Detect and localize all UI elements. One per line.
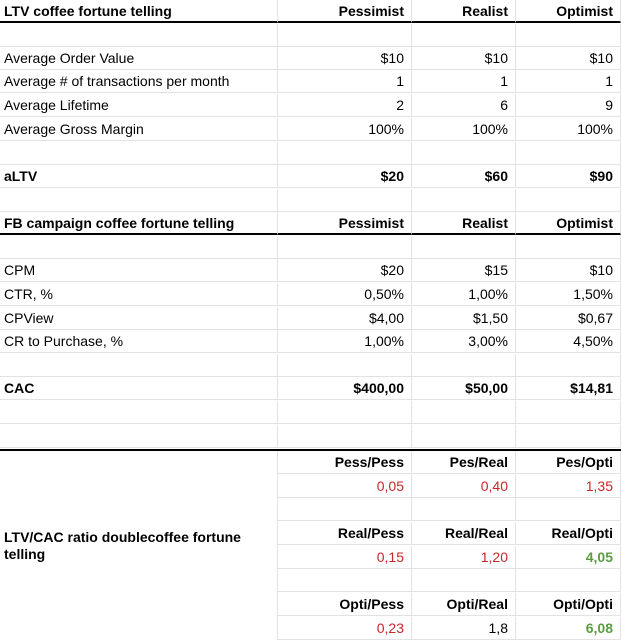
empty-row — [0, 425, 621, 448]
row-label[interactable]: CTR, % — [0, 283, 278, 306]
empty-row — [0, 24, 621, 47]
value-cell[interactable]: 4,50% — [516, 330, 621, 353]
cac-row — [0, 377, 621, 400]
ltv-cac-ratio-block — [0, 449, 621, 640]
fb-header-optimist[interactable]: Optimist — [516, 212, 621, 235]
ratio-value-opti-pess[interactable]: 0,23 — [278, 617, 412, 640]
value-cell[interactable]: 3,00% — [412, 330, 516, 353]
empty-cell[interactable] — [516, 498, 621, 521]
value-cell[interactable]: $10 — [516, 47, 621, 70]
empty-cell[interactable] — [278, 569, 412, 592]
empty-cell[interactable] — [0, 24, 278, 47]
ratio-value-opti-real[interactable]: 1,8 — [412, 617, 516, 640]
value-cell[interactable]: $0,67 — [516, 307, 621, 330]
empty-cell[interactable] — [0, 236, 278, 259]
ltv-header-optimist[interactable]: Optimist — [516, 0, 621, 23]
ratio-value-pess-pess[interactable]: 0,05 — [278, 475, 412, 498]
value-cell[interactable]: 6 — [412, 94, 516, 117]
ratio-value-pes-real[interactable]: 0,40 — [412, 475, 516, 498]
empty-cell[interactable] — [278, 24, 412, 47]
fb-header-row — [0, 212, 621, 235]
fb-row-cpview — [0, 307, 621, 330]
value-cell[interactable]: 1 — [278, 70, 412, 93]
altv-pessimist[interactable]: $20 — [278, 165, 412, 188]
empty-row — [0, 189, 621, 212]
value-cell[interactable]: 1,00% — [412, 283, 516, 306]
ltv-header-pessimist[interactable]: Pessimist — [278, 0, 412, 23]
ratio-header-pes-real[interactable]: Pes/Real — [412, 451, 516, 474]
ratio-value-real-real[interactable]: 1,20 — [412, 546, 516, 569]
row-label[interactable]: Average Lifetime — [0, 94, 278, 117]
row-label[interactable]: Average # of transactions per month — [0, 70, 278, 93]
empty-cell[interactable] — [516, 189, 621, 212]
ltv-header-row — [0, 0, 621, 23]
empty-cell[interactable] — [412, 425, 516, 448]
altv-row — [0, 165, 621, 188]
altv-optimist[interactable]: $90 — [516, 165, 621, 188]
empty-cell[interactable] — [0, 354, 278, 377]
cac-pessimist[interactable]: $400,00 — [278, 377, 412, 400]
empty-cell[interactable] — [412, 24, 516, 47]
ratio-value-real-opti[interactable]: 4,05 — [516, 546, 621, 569]
ratio-value-real-pess[interactable]: 0,15 — [278, 546, 412, 569]
empty-cell[interactable] — [0, 142, 278, 165]
ratio-header-pes-opti[interactable]: Pes/Opti — [516, 451, 621, 474]
ltv-header-realist[interactable]: Realist — [412, 0, 516, 23]
empty-cell[interactable] — [278, 425, 412, 448]
empty-cell[interactable] — [412, 354, 516, 377]
ratio-value-opti-opti[interactable]: 6,08 — [516, 617, 621, 640]
empty-row — [0, 142, 621, 165]
value-cell[interactable]: $4,00 — [278, 307, 412, 330]
empty-cell[interactable] — [278, 401, 412, 424]
empty-cell[interactable] — [516, 401, 621, 424]
value-cell[interactable]: 100% — [278, 118, 412, 141]
empty-cell[interactable] — [278, 498, 412, 521]
value-cell[interactable]: $15 — [412, 259, 516, 282]
empty-cell[interactable] — [0, 425, 278, 448]
empty-cell[interactable] — [516, 569, 621, 592]
value-cell[interactable]: 100% — [516, 118, 621, 141]
row-label[interactable]: Average Order Value — [0, 47, 278, 70]
empty-cell[interactable] — [412, 142, 516, 165]
ratio-header-real-real[interactable]: Real/Real — [412, 522, 516, 545]
value-cell[interactable]: 1 — [412, 70, 516, 93]
row-label[interactable]: CR to Purchase, % — [0, 330, 278, 353]
ratio-title-cell[interactable] — [0, 451, 278, 640]
ltv-row-gross-margin — [0, 118, 621, 141]
cac-label[interactable]: CAC — [0, 377, 278, 400]
empty-cell[interactable] — [0, 401, 278, 424]
empty-cell[interactable] — [0, 189, 278, 212]
row-label[interactable]: CPM — [0, 259, 278, 282]
altv-label[interactable]: aLTV — [0, 165, 278, 188]
value-cell[interactable]: 9 — [516, 94, 621, 117]
empty-cell[interactable] — [412, 236, 516, 259]
empty-cell[interactable] — [516, 24, 621, 47]
ratio-header-opti-pess[interactable]: Opti/Pess — [278, 593, 412, 616]
value-cell[interactable]: $10 — [278, 47, 412, 70]
ltv-row-transactions — [0, 70, 621, 93]
value-cell[interactable]: $20 — [278, 259, 412, 282]
ratio-value-pes-opti[interactable]: 1,35 — [516, 475, 621, 498]
empty-cell[interactable] — [516, 236, 621, 259]
ratio-header-opti-opti[interactable]: Opti/Opti — [516, 593, 621, 616]
value-cell[interactable]: 0,50% — [278, 283, 412, 306]
value-cell[interactable]: 2 — [278, 94, 412, 117]
fb-header-realist[interactable]: Realist — [412, 212, 516, 235]
empty-cell[interactable] — [278, 354, 412, 377]
empty-cell[interactable] — [516, 142, 621, 165]
ltv-title-cell[interactable]: LTV coffee fortune telling — [0, 0, 278, 23]
ratio-header-pess-pess[interactable]: Pess/Pess — [278, 451, 412, 474]
empty-row — [0, 354, 621, 377]
empty-cell[interactable] — [412, 401, 516, 424]
empty-cell[interactable] — [412, 569, 516, 592]
empty-cell[interactable] — [278, 189, 412, 212]
fb-row-cpm — [0, 259, 621, 282]
row-label[interactable]: Average Gross Margin — [0, 118, 278, 141]
value-cell[interactable]: $10 — [516, 259, 621, 282]
ratio-title: LTV/CAC ratio doublecoffee fortune telling — [4, 528, 241, 562]
value-cell[interactable]: $10 — [412, 47, 516, 70]
cac-optimist[interactable]: $14,81 — [516, 377, 621, 400]
ratio-header-real-opti[interactable]: Real/Opti — [516, 522, 621, 545]
empty-cell[interactable] — [412, 189, 516, 212]
value-cell[interactable]: 1 — [516, 70, 621, 93]
ratio-header-opti-real[interactable]: Opti/Real — [412, 593, 516, 616]
value-cell[interactable]: 1,00% — [278, 330, 412, 353]
empty-cell[interactable] — [278, 142, 412, 165]
empty-row — [0, 236, 621, 259]
empty-cell[interactable] — [516, 354, 621, 377]
altv-realist[interactable]: $60 — [412, 165, 516, 188]
empty-row — [0, 401, 621, 424]
fb-header-pessimist[interactable]: Pessimist — [278, 212, 412, 235]
empty-cell[interactable] — [278, 236, 412, 259]
value-cell[interactable]: $1,50 — [412, 307, 516, 330]
ratio-header-real-pess[interactable]: Real/Pess — [278, 522, 412, 545]
empty-cell[interactable] — [412, 498, 516, 521]
cac-realist[interactable]: $50,00 — [412, 377, 516, 400]
value-cell[interactable]: 1,50% — [516, 283, 621, 306]
fb-title-cell[interactable]: FB campaign coffee fortune telling — [0, 212, 278, 235]
ltv-row-order-value — [0, 47, 621, 70]
fb-row-cr — [0, 330, 621, 353]
fb-row-ctr — [0, 283, 621, 306]
ltv-row-lifetime — [0, 94, 621, 117]
row-label[interactable]: CPView — [0, 307, 278, 330]
value-cell[interactable]: 100% — [412, 118, 516, 141]
empty-cell[interactable] — [516, 425, 621, 448]
